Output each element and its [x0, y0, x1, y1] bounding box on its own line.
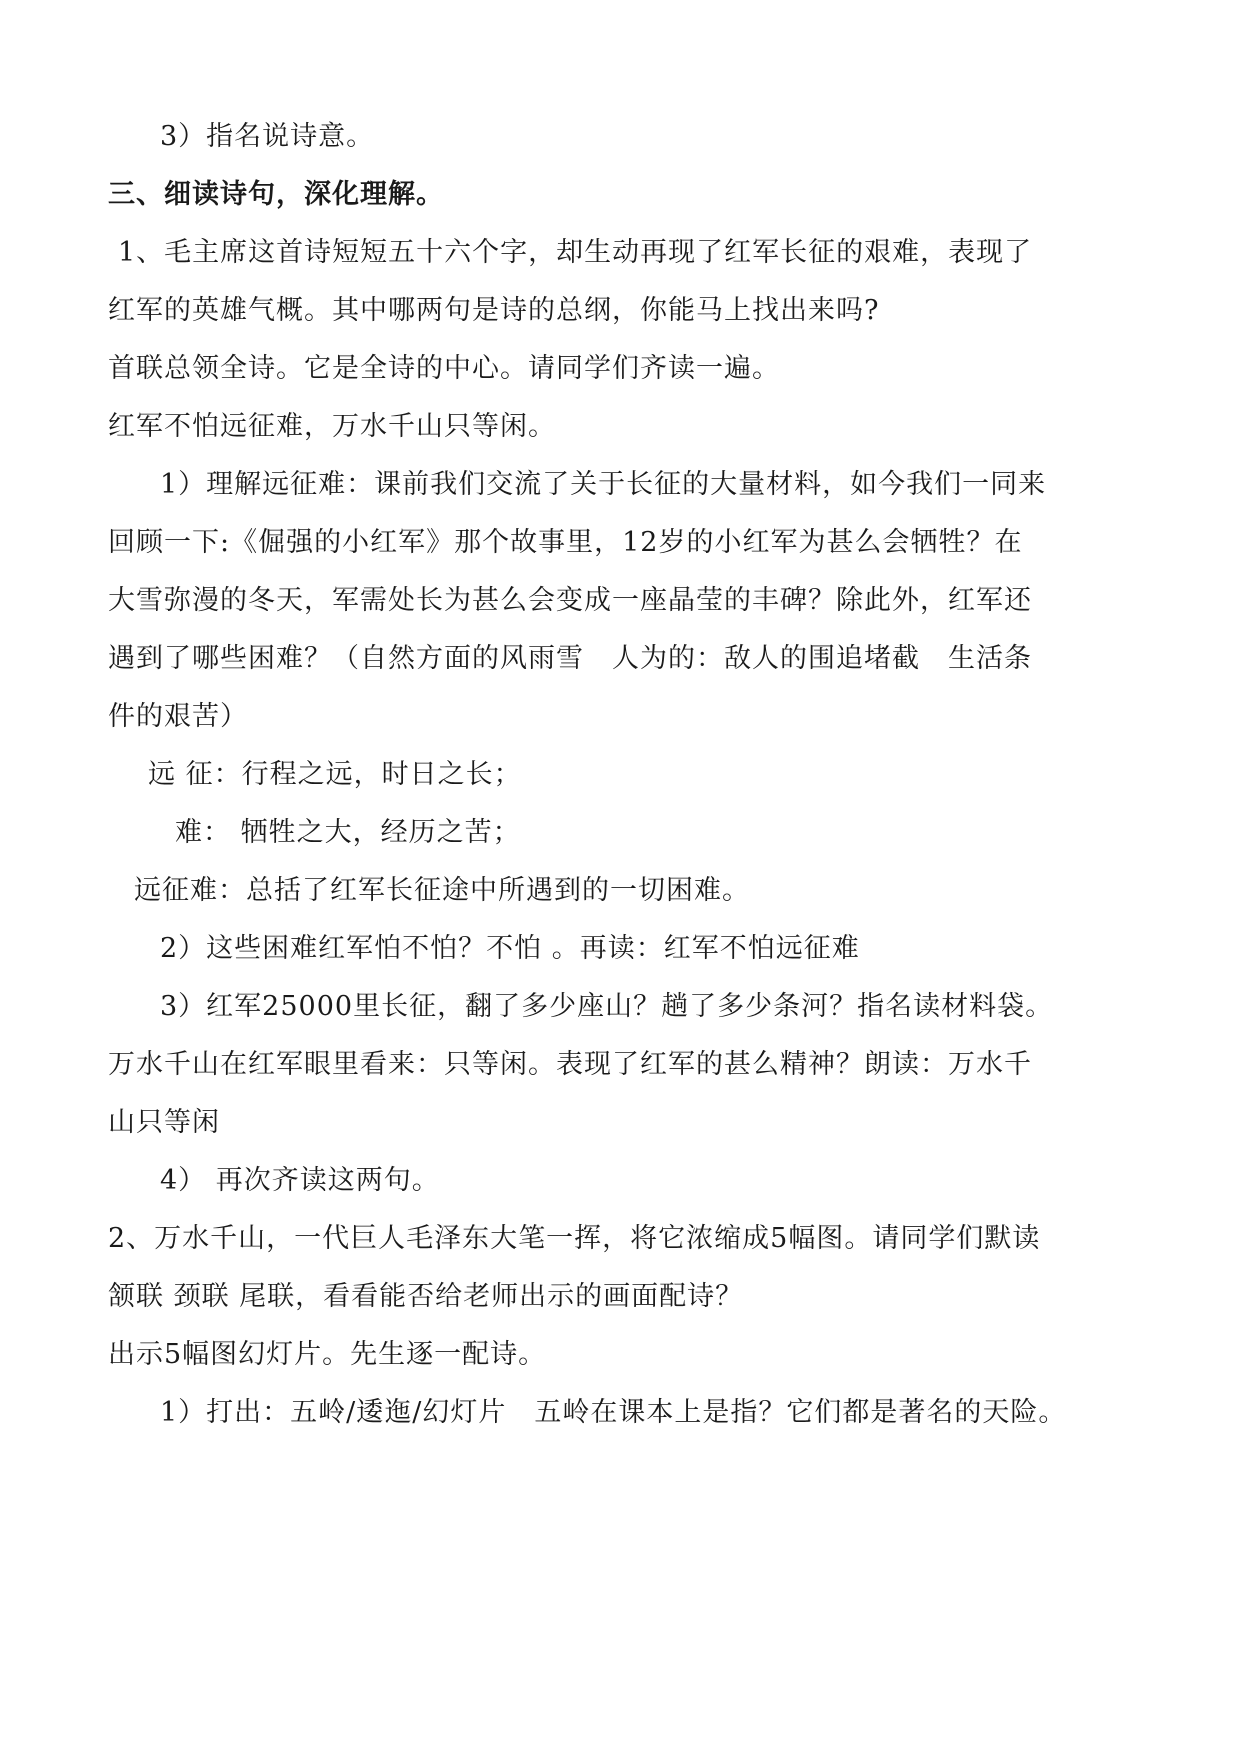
text-line: 2）这些困难红军怕不怕？不怕 。再读：红军不怕远征难: [160, 933, 860, 964]
section-heading: 三、细读诗句，深化理解。: [108, 179, 444, 210]
text-line: 件的艰苦）: [108, 701, 248, 732]
text-line: 1、毛主席这首诗短短五十六个字，却生动再现了红军长征的艰难，表现了: [118, 237, 1033, 268]
text-line: 远 征：行程之远，时日之长；: [148, 759, 522, 790]
poem-line: 红军不怕远征难，万水千山只等闲。: [108, 411, 556, 442]
text-line: 山只等闲: [108, 1107, 220, 1138]
text-line: 出示5幅图幻灯片。先生逐一配诗。: [108, 1339, 547, 1370]
text-line: 难： 牺牲之大，经历之苦；: [175, 817, 521, 848]
text-line: 1）打出：五岭/逶迤/幻灯片 五岭在课本上是指？它们都是著名的天险。: [160, 1397, 1067, 1428]
text-line: 首联总领全诗。它是全诗的中心。请同学们齐读一遍。: [108, 353, 780, 384]
text-line: 万水千山在红军眼里看来：只等闲。表现了红军的甚么精神？朗读：万水千: [108, 1049, 1032, 1080]
text-line: 4） 再次齐读这两句。: [160, 1165, 440, 1196]
text-line: 2、万水千山，一代巨人毛泽东大笔一挥，将它浓缩成5幅图。请同学们默读: [108, 1223, 1041, 1254]
text-line: 大雪弥漫的冬天，军需处长为甚么会变成一座晶莹的丰碑？除此外，红军还: [108, 585, 1032, 616]
text-line: 1）理解远征难：课前我们交流了关于长征的大量材料，如今我们一同来: [160, 469, 1047, 500]
text-line: 3）红军25000里长征，翻了多少座山？趟了多少条河？指名读材料袋。: [160, 991, 1054, 1022]
text-line: 红军的英雄气概。其中哪两句是诗的总纲，你能马上找出来吗?: [108, 295, 880, 326]
text-line: 颔联 颈联 尾联，看看能否给老师出示的画面配诗？: [108, 1281, 744, 1312]
text-line: 回顾一下:《倔强的小红军》那个故事里，12岁的小红军为甚么会牺牲？在: [108, 527, 1023, 558]
text-line: 遇到了哪些困难？（自然方面的风雨雪 人为的：敌人的围追堵截 生活条: [108, 643, 1032, 674]
text-line: 远征难：总括了红军长征途中所遇到的一切困难。: [134, 875, 750, 906]
text-line: 3）指名说诗意。: [160, 121, 375, 152]
